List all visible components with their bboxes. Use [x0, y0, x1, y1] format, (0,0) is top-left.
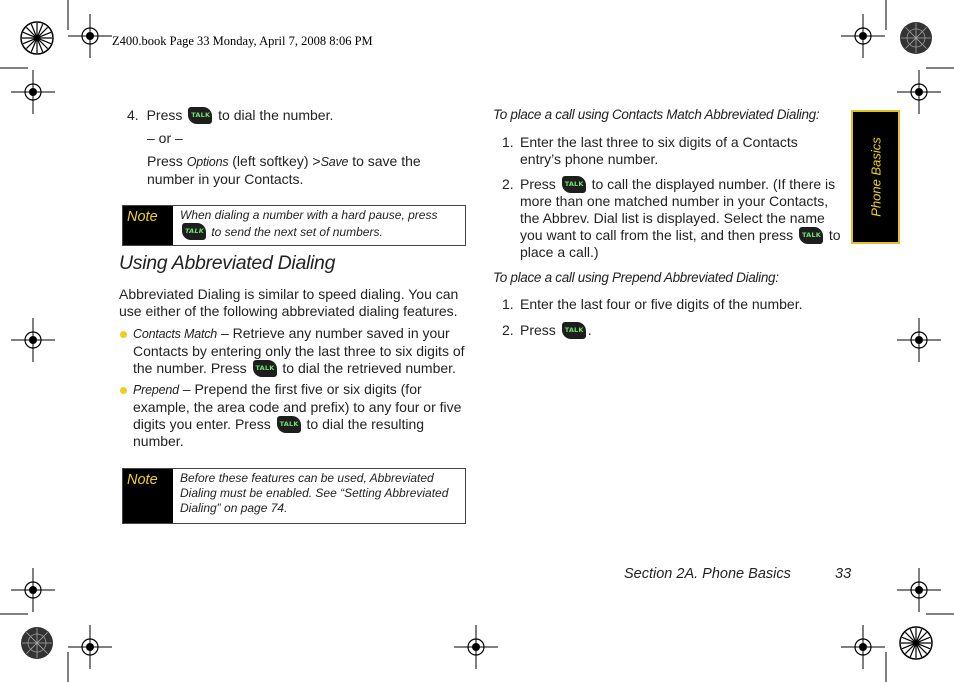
talk-key-icon: TALK — [277, 416, 301, 433]
pp-step-2-number: 2. — [502, 322, 514, 338]
page-number: 33 — [835, 566, 852, 582]
talk-key-icon: TALK — [799, 227, 823, 244]
note-label: Note — [123, 469, 173, 523]
talk-key-icon: TALK — [182, 223, 206, 240]
note-box-1 — [122, 205, 466, 246]
talk-key-icon: TALK — [253, 360, 277, 377]
bullet-icon — [120, 387, 127, 394]
cm-step-2-number: 2. — [502, 176, 514, 192]
contacts-match-heading: To place a call using Contacts Match Abbreviated Dialing: — [493, 107, 820, 122]
page-header: Z400.book Page 33 Monday, April 7, 2008 8:06 PM — [112, 34, 373, 48]
bullet-prepend: Prepend – Prepend the first five or six digits (for example, the area code and prefix) to any four or five digits you enter. Press TALK to dial the resulting number. — [133, 381, 462, 449]
cm-step-2: Press TALK to call the displayed number. (If there is more than one matched number in your Contacts, the Abbrev. Dial list is displayed. Select the name you want to call from the list, and then press TALK to place a call.) — [520, 176, 841, 260]
intro-paragraph: Abbreviated Dialing is similar to speed dialing. You can use either of the following abbreviated dialing features. — [119, 286, 459, 319]
step-4: 4. Press TALK to dial the number. — [127, 107, 334, 123]
options-instruction: Press Options (left softkey) >Save to save the number in your Contacts. — [147, 153, 421, 187]
pp-step-2: Press TALK . — [520, 322, 592, 338]
note-text: When dialing a number with a hard pause, press TALK to send the next set of numbers. — [180, 208, 438, 239]
talk-key-icon: TALK — [188, 107, 212, 124]
section-heading: Using Abbreviated Dialing — [119, 252, 336, 274]
cm-step-1-number: 1. — [502, 134, 514, 150]
bullet-icon — [120, 331, 127, 338]
or-separator: – or – — [147, 130, 183, 146]
pp-step-1: Enter the last four or five digits of the number. — [520, 296, 803, 312]
talk-key-icon: TALK — [562, 176, 586, 193]
talk-key-icon: TALK — [562, 322, 586, 339]
note-text: Before these features can be used, Abbreviated Dialing must be enabled. See “Setting Abbreviated Dialing” on page 74. — [180, 471, 449, 515]
side-tab — [851, 110, 900, 244]
cm-step-1: Enter the last three to six digits of a Contacts entry’s phone number. — [520, 134, 798, 167]
note-label: Note — [123, 206, 173, 245]
footer-section: Section 2A. Phone Basics — [624, 566, 791, 582]
side-tab-label: Phone Basics — [868, 137, 883, 217]
note-box-2 — [122, 468, 466, 524]
pp-step-1-number: 1. — [502, 296, 514, 312]
bullet-contacts-match: Contacts Match – Retrieve any number saved in your Contacts by entering only the last three to six digits of the number. Press TALK to dial the retrieved number. — [133, 325, 465, 376]
prepend-heading: To place a call using Prepend Abbreviated Dialing: — [493, 270, 779, 285]
